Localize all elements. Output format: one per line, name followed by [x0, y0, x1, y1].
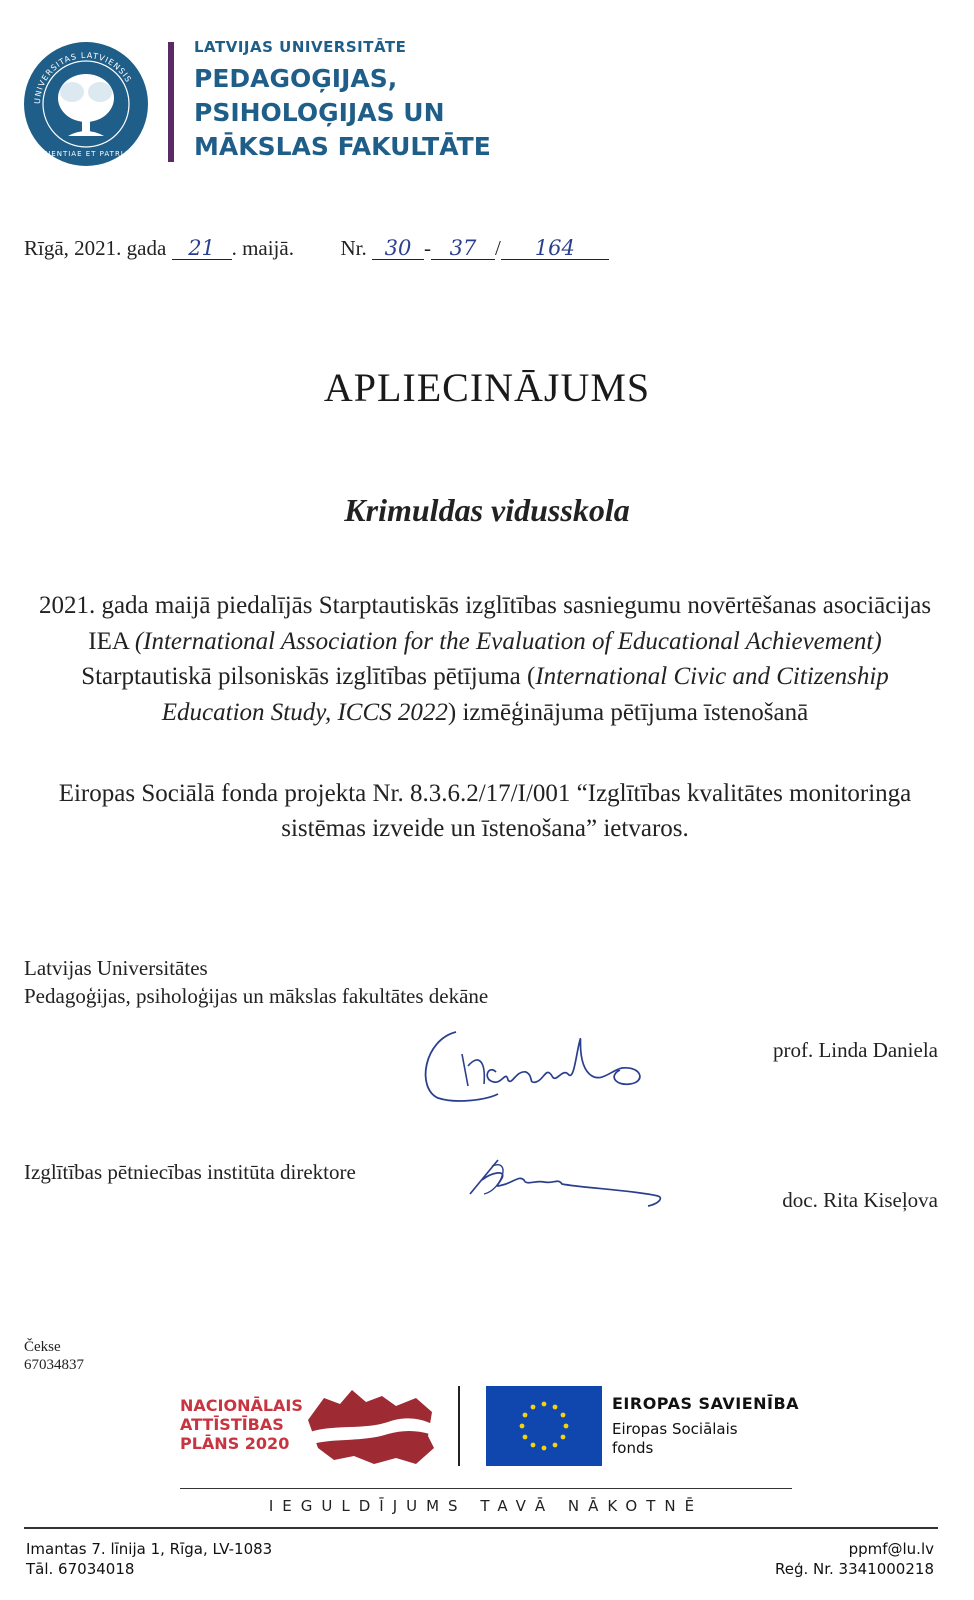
eu-subtitle-line-2: fonds [612, 1439, 654, 1457]
doc-number-separator-1: - [423, 236, 431, 260]
header-divider-bar [168, 42, 174, 162]
signatory-1-institution [24, 954, 488, 1010]
body-italic-iccs: International Civic and Citizenship Education Study, ICCS 2022 [161, 663, 889, 726]
body-text-2: Starptautiskā pilsoniskās izglītības pētījuma ( [81, 663, 536, 690]
footer-divider [24, 1527, 938, 1529]
document-title: APLIECINĀJUMS [323, 365, 651, 410]
nap-line-3: PLĀNS 2020 [180, 1434, 290, 1453]
doc-number-separator-2: / [494, 236, 501, 260]
svg-text:SCIENTIAE ET PATRIAE: SCIENTIAE ET PATRIAE [36, 150, 136, 158]
faculty-name-line-2: PSIHOLOĢIJAS UN [194, 98, 445, 127]
footer-reg-number: Reģ. Nr. 3341000218 [774, 1560, 934, 1578]
signatory-1-name: prof. Linda Daniela [772, 1038, 938, 1062]
author-name: Čekse [24, 1339, 61, 1355]
faculty-name-line-1: PEDAGOĢIJAS, [194, 64, 398, 93]
faculty-name-line-3: MĀKSLAS FAKULTĀTE [194, 132, 491, 161]
doc-number-part-1: 30 [372, 237, 424, 260]
body-text-1: 2021. gada maijā piedalījās Starptautiskās izglītības sasniegumu novērtēšanas asociācijas IEA [38, 592, 932, 655]
date-month: . maijā. [231, 236, 294, 260]
number-label: Nr. [340, 236, 367, 260]
signatory-2-title: Izglītības pētniecības institūta direktore [24, 1160, 356, 1184]
school-name: Krimuldas vidusskola [344, 492, 630, 528]
university-name: LATVIJAS UNIVERSITĀTE [194, 38, 407, 56]
signature-1-image [416, 1010, 656, 1110]
footer-motto: IEGULDĪJUMS TAVĀ NĀKOTNĒ [268, 1497, 704, 1515]
footer-address: Imantas 7. līnija 1, Rīga, LV-1083 [26, 1540, 273, 1558]
motto-divider [180, 1488, 792, 1489]
nap-line-2: ATTĪSTĪBAS [180, 1415, 284, 1434]
signature-2-image [462, 1150, 672, 1220]
nap-2020-logo-text [180, 1396, 303, 1453]
eu-flag-logo [486, 1386, 602, 1466]
date-day-handwritten: 21 [172, 237, 232, 260]
date-place-year: Rīgā, 2021. gada [24, 236, 167, 260]
latvia-map-logo [304, 1384, 436, 1468]
eu-subtitle [612, 1420, 738, 1458]
footer-phone: Tāl. 67034018 [26, 1560, 135, 1578]
eu-title: EIROPAS SAVIENĪBA [612, 1394, 800, 1413]
doc-number-part-3: 164 [501, 237, 609, 260]
signatory-1-institution-line-2: Pedagoģijas, psiholoģijas un mākslas fakultātes dekāne [24, 984, 489, 1008]
doc-number-part-2: 37 [431, 237, 495, 260]
body-text-3: ) izmēģinājuma pētījuma īstenošanā [447, 698, 809, 726]
svg-text:UNIVERSITAS LATVIENSIS: UNIVERSITAS LATVIENSIS [32, 50, 134, 105]
nap-line-1: NACIONĀLAIS [180, 1396, 303, 1415]
signatory-1-institution-line-1: Latvijas Universitātes [24, 956, 208, 980]
eu-subtitle-line-1: Eiropas Sociālais [612, 1420, 738, 1438]
footer-email[interactable]: ppmf@lu.lv [848, 1540, 934, 1558]
footer-logo-separator [458, 1386, 460, 1466]
university-seal [22, 40, 150, 168]
date-number-line [24, 236, 609, 261]
body-italic-iea: (International Association for the Evaluation of Educational Achievement) [134, 627, 882, 655]
author-phone: 67034837 [24, 1357, 84, 1373]
signatory-2-name: doc. Rita Kiseļova [782, 1188, 938, 1212]
project-statement: Eiropas Sociālā fonda projekta Nr. 8.3.6.2/17/I/001 “Izglītības kvalitātes monitoringa sistēmas izveide un īstenošana” ietvaros. [58, 780, 912, 842]
certificate-body [30, 588, 940, 730]
document-author [24, 1338, 84, 1374]
